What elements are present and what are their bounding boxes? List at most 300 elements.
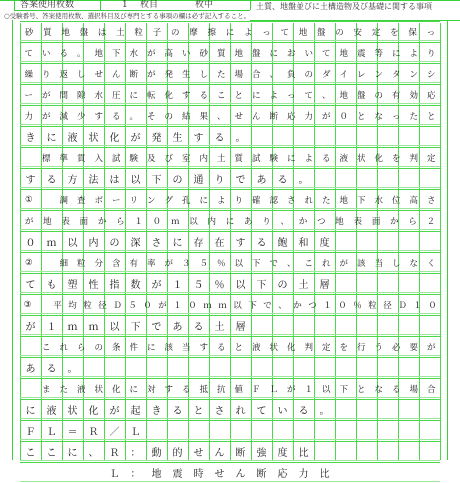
grid-char: 繰 [24,69,33,80]
grid-char: 。 [298,175,309,186]
grid-char: 断 [269,111,278,122]
grid-char: す [181,90,191,101]
grid-row-line [20,462,440,463]
grid-char: と [426,111,436,122]
answer-line [20,378,440,399]
grid-char: な [409,258,418,269]
grid-char: 化 [111,384,121,395]
grid-row-line [20,250,440,251]
answer-line [20,147,440,168]
grid-char: っ [391,111,401,122]
answer-line [20,441,440,462]
grid-char: ン [374,69,383,80]
grid-char: 以 [321,384,331,395]
sheet-header [0,0,460,22]
grid-char: Ｒ [109,448,120,459]
grid-char: が [339,258,348,269]
grid-char: 力 [304,111,313,122]
notice-text: ○受験番号、答案使用枚数、選択科目及び専門とする事項の欄は必ず記入すること。 [4,12,251,20]
answer-line [20,84,440,105]
grid-char: れ [235,406,246,417]
grid-char: 盤 [356,90,366,101]
grid-char: せ [234,111,243,122]
grid-char: 準 [59,153,68,164]
grid-char: ０ [25,238,36,249]
grid-char: る [46,175,57,186]
grid-char: す [25,175,36,186]
grid-char: 該 [356,258,366,269]
grid-char: 保 [408,27,417,38]
grid-row-line [20,292,440,293]
grid-char: の [172,175,183,186]
grid-char: Ｒ [88,427,99,438]
grid-row-line [20,252,440,253]
grid-char: り [41,69,51,80]
grid-char: が [146,69,156,80]
grid-char: ん [235,469,246,480]
grid-row-line [20,334,440,335]
grid-char: ② [24,257,33,268]
grid-char: 状 [94,384,103,395]
grid-char: 化 [88,406,99,417]
grid-char: 液 [251,342,261,353]
grid-char: も [46,280,57,291]
grid-char: て [280,27,290,38]
grid-char: 以 [130,175,141,186]
grid-char: 返 [59,69,68,80]
grid-char: る [59,48,68,59]
grid-char: 飽 [277,238,288,249]
grid-char: １ [46,322,57,333]
grid-row-line [20,376,440,377]
grid-char: こ [41,342,51,353]
grid-char: 減 [59,111,68,122]
grid-char: 表 [61,216,70,227]
grid-char: 起 [130,406,141,417]
grid-char: 均 [68,300,77,311]
grid-row-line [20,460,440,461]
grid-char: 高 [164,48,173,59]
grid-char: よ [304,153,313,164]
answer-line [20,210,440,231]
grid-char: よ [243,27,253,38]
grid-char: は [97,27,107,38]
grid-char: 粒 [76,258,86,269]
grid-char: 地 [298,27,308,38]
grid-row-line [20,42,440,43]
grid-char: 確 [251,195,261,206]
grid-char: 存 [193,238,204,249]
grid-char: 地 [234,48,243,59]
grid-char: 効 [409,90,418,101]
grid-char: １ [323,300,332,311]
grid-char: 必 [391,342,401,353]
grid-char: Ｆ [251,384,261,395]
grid-char: 震 [356,48,366,59]
grid-char: 転 [146,90,156,101]
grid-char: ら [116,216,125,227]
grid-char: 通 [193,175,204,186]
grid-char: 細 [59,258,68,269]
grid-char: 地 [61,27,70,38]
grid-char: つ [308,300,317,311]
answer-line [20,21,440,42]
grid-char: ５ [128,300,137,311]
grid-char: 場 [234,69,243,80]
grid-char: た [59,384,68,395]
grid-char: 地 [94,48,103,59]
grid-char: Ｄ [398,300,407,311]
answer-line [20,399,440,420]
grid-char: び [164,153,173,164]
answer-line [20,231,440,252]
grid-char: ２ [426,216,436,227]
grid-char: 面 [79,216,89,227]
grid-char: の [170,27,180,38]
grid-char: っ [426,27,436,38]
grid-char: す [94,111,103,122]
grid-char: ５ [199,258,208,269]
grid-char: っ [262,27,271,38]
grid-row-line [20,481,440,482]
grid-char: 含 [111,258,121,269]
grid-char: 定 [321,342,331,353]
grid-char [38,252,56,273]
grid-row-line [20,147,440,148]
grid-char: か [390,216,399,227]
answer-line [20,273,440,294]
grid-char: す [199,342,208,353]
page-number-value: 1 [122,0,128,10]
grid-char: あ [256,175,267,186]
grid-char: ％ [216,258,226,269]
grid-char: 地 [151,469,162,480]
grid-row-line [20,187,440,188]
grid-char: ： [130,469,141,480]
grid-char: が [25,322,36,333]
grid-char: る [216,342,226,353]
grid-char: Ｄ [113,300,122,311]
grid-char: 塑 [67,280,78,291]
grid-char [20,462,41,483]
grid-char: ① [24,194,33,205]
grid-char: １ [413,300,422,311]
grid-char: Ｌ [109,469,120,480]
grid-char: を [390,27,399,38]
grid-char: こ [216,90,226,101]
grid-char: 、 [278,300,287,311]
grid-char [83,462,104,483]
grid-char: 力 [24,111,33,122]
grid-char: に [146,342,156,353]
grid-char: い [304,48,313,59]
grid-char: 力 [298,469,309,480]
answer-line [20,189,440,210]
grid-row-line [20,103,440,104]
grid-char: 下 [248,300,257,311]
grid-char: た [321,195,331,206]
grid-char: ー [24,90,33,101]
grid-char: シ [426,69,436,80]
grid-char: ５ [193,280,204,291]
grid-row-line [20,313,440,314]
grid-char: 砂 [24,27,34,38]
grid-char: 地 [43,216,52,227]
grid-char: 比 [319,469,330,480]
grid-char: ｍ [203,300,212,311]
grid-char [20,378,38,399]
grid-row-line [20,210,440,211]
grid-char: れ [59,342,68,353]
grid-char: に [251,90,261,101]
grid-char: ら [76,342,86,353]
grid-char: に [269,48,278,59]
grid-char: な [374,384,383,395]
grid-char: か [97,216,107,227]
grid-char: さ [426,195,436,206]
grid-char: 安 [353,27,363,38]
grid-char: い [181,48,191,59]
grid-row-line [20,439,440,440]
grid-char: 果 [199,111,208,122]
grid-char: 化 [286,342,296,353]
grid-char: 層 [235,322,246,333]
grid-char: 定 [426,153,436,164]
grid-char [41,462,62,483]
grid-char: 。 [319,406,330,417]
frame-left [12,20,13,460]
grid-char: 震 [172,469,183,480]
grid-char: 対 [146,384,156,395]
grid-char: 水 [94,90,103,101]
grid-char: 定 [371,27,381,38]
grid-char: あ [243,216,253,227]
grid-char: 生 [172,133,183,144]
grid-char: に [199,195,208,206]
grid-char: 位 [391,195,401,206]
grid-char: 。 [129,111,138,122]
grid-char: ０ [338,300,347,311]
grid-char: よ [409,48,418,59]
grid-char: リ [129,195,138,206]
grid-char: 認 [269,195,278,206]
grid-char: 土 [298,280,309,291]
grid-char: く [426,258,436,269]
grid-char: と [356,384,366,395]
grid-char: 以 [235,280,246,291]
grid-char: 摩 [189,27,198,38]
grid-char: す [164,384,173,395]
grid-char: イ [339,69,348,80]
grid-char: 液 [67,133,78,144]
grid-char: 抵 [199,384,208,395]
grid-char: が [146,48,156,59]
grid-char: に [129,384,138,395]
grid-char: 地 [335,216,344,227]
grid-char: は [109,175,120,186]
answer-line [20,462,440,483]
grid-char: が [286,384,296,395]
grid-char: さ [286,195,296,206]
grid-char: 粒 [134,27,143,38]
grid-char: よ [216,195,226,206]
grid-char: れ [321,258,331,269]
grid-char [20,147,38,168]
grid-char: 負 [286,69,296,80]
grid-char: に [225,27,235,38]
answer-line [20,168,440,189]
grid-char: 以 [233,300,242,311]
grid-char: 結 [181,111,191,122]
grid-row-line [20,336,440,337]
grid-char: る [193,322,204,333]
grid-char: せ [94,69,103,80]
grid-char: 強 [256,448,267,459]
grid-char: 生 [181,69,191,80]
grid-char: ン [409,69,418,80]
grid-char: 質 [216,48,226,59]
grid-char: 間 [59,90,68,101]
grid-row-line [20,166,440,167]
grid-char: に [129,90,138,101]
grid-char: 発 [164,69,173,80]
grid-char: ら [408,216,417,227]
grid-char: り [426,48,436,59]
grid-row-line [20,61,440,62]
grid-char: 入 [94,153,103,164]
grid-char: ３ [181,258,191,269]
header-divider [14,0,15,10]
grid-char: 少 [76,111,86,122]
grid-row-line [20,271,440,272]
grid-char: 有 [129,258,138,269]
grid-char: 土 [116,27,125,38]
grid-char: 性 [88,280,99,291]
grid-char: か [298,216,308,227]
page-total-label: 枚中 [195,0,214,10]
grid-char [35,294,50,315]
grid-char: 、 [88,448,99,459]
grid-row-line [20,229,440,230]
grid-char: て [321,48,331,59]
answer-line [20,357,440,378]
grid-char: 、 [286,258,296,269]
grid-char [38,189,56,210]
grid-char: ③ [23,299,32,310]
grid-char: 標 [41,153,51,164]
grid-char: 験 [129,153,138,164]
grid-row-line [20,418,440,419]
grid-char: 土 [214,322,225,333]
grid-char: で [235,175,246,186]
grid-char: ボ [94,195,103,206]
grid-char: 状 [88,133,99,144]
grid-char: と [234,90,243,101]
grid-char: が [164,258,173,269]
grid-char: に [286,153,296,164]
grid-char: ん [111,69,121,80]
grid-char: 以 [67,238,78,249]
grid-char: の [164,111,173,122]
grid-char: 的 [172,448,183,459]
grid-char: 砂 [199,48,208,59]
grid-char: 試 [111,153,121,164]
grid-char: が [151,280,162,291]
answer-line [20,294,440,315]
grid-char: る [181,384,191,395]
grid-char: タ [391,69,401,80]
grid-char: の [277,280,288,291]
grid-char: Ｌ [46,427,57,438]
grid-char: る [277,175,288,186]
grid-char: す [193,133,204,144]
grid-char: 液 [76,384,86,395]
grid-char: Ｌ [269,384,278,395]
grid-char: よ [269,90,278,101]
grid-char: 地 [339,90,348,101]
grid-char: 内 [199,153,208,164]
grid-char: 深 [130,238,141,249]
grid-char: 液 [46,406,57,417]
grid-char: の [304,69,313,80]
grid-row-line [20,357,440,358]
grid-char: 下 [256,280,267,291]
grid-char: ん [214,448,225,459]
grid-char: 当 [181,342,191,353]
grid-char: て [25,280,36,291]
grid-char: 条 [111,342,121,353]
grid-char: 層 [319,280,330,291]
grid-char: １ [304,384,313,395]
grid-char: ｍ [67,322,78,333]
grid-char: 及 [146,153,156,164]
grid-char: 。 [235,133,246,144]
grid-char: で [263,300,272,311]
grid-char: ＝ [67,427,78,438]
grid-char: と [234,342,243,353]
grid-char: ｍ [88,322,99,333]
grid-row-line [20,273,440,274]
grid-char: ０ [188,300,197,311]
grid-char: Ｆ [25,427,36,438]
grid-row-line [20,189,440,190]
grid-char: 状 [269,342,278,353]
grid-char: を [391,153,401,164]
grid-char: 判 [409,153,418,164]
grid-char: 動 [151,448,162,459]
grid-char: 断 [256,469,267,480]
grid-char: 盤 [251,48,261,59]
grid-char: 擦 [207,27,216,38]
grid-char: 有 [391,90,401,101]
answer-line [20,126,440,147]
grid-char: 該 [164,342,173,353]
grid-char: ン [146,195,156,206]
grid-char: る [172,406,183,417]
grid-char: 下 [356,195,366,206]
grid-char: の [374,90,383,101]
answer-line [20,42,440,63]
grid-char: 場 [409,384,418,395]
grid-char: が [109,406,120,417]
grid-char: て [24,48,33,59]
grid-char: し [199,69,208,80]
grid-char: し [391,258,401,269]
grid-char: る [391,384,401,395]
grid-char: レ [356,69,366,80]
answer-line [20,420,440,441]
grid-char: す [235,238,246,249]
